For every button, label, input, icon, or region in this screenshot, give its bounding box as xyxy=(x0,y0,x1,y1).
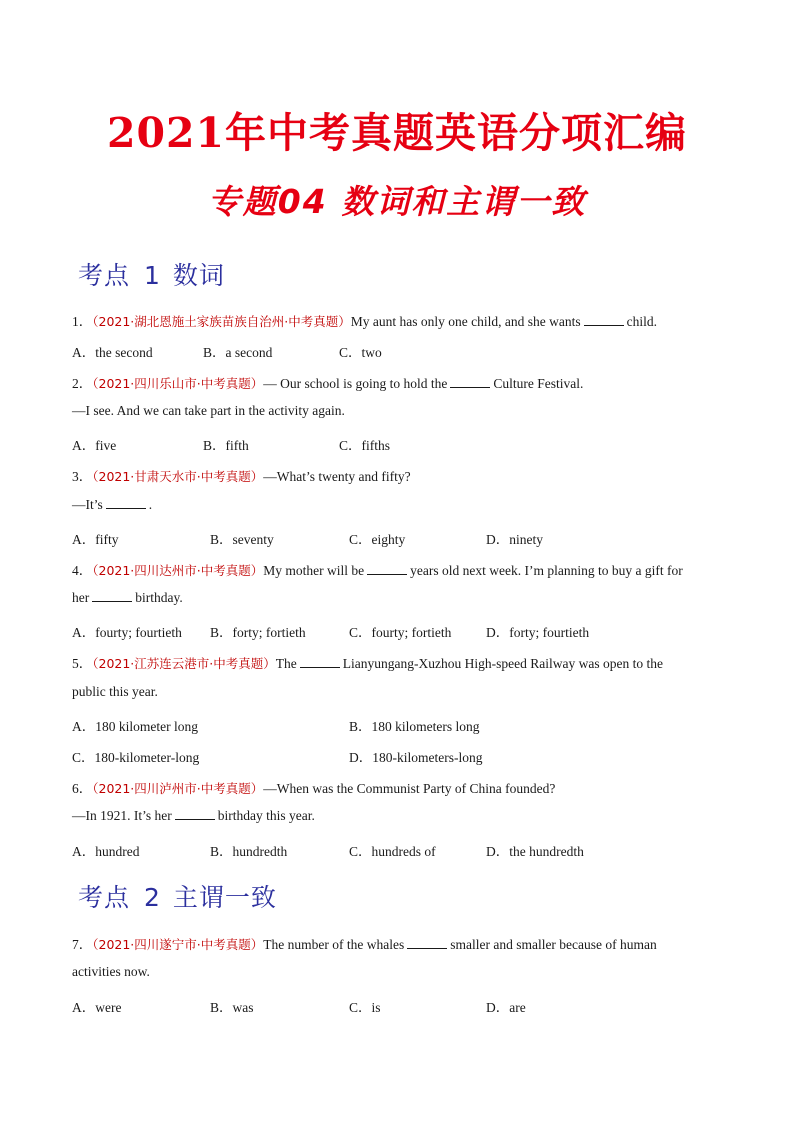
question-4-line-2 xyxy=(72,590,183,606)
option-d: D．the hundredth xyxy=(486,844,584,859)
answer-blank xyxy=(106,497,146,509)
answer-blank xyxy=(584,314,624,326)
question-2-line-2: —I see. And we can take part in the activity again. xyxy=(72,403,345,418)
question-3 xyxy=(72,465,411,485)
section-heading-2 xyxy=(78,878,277,914)
question-5-line-2: public this year. xyxy=(72,684,158,699)
question-text: — Our school is going to hold the xyxy=(263,376,448,391)
option-d: D．are xyxy=(486,1000,526,1015)
option-a: A．fifty xyxy=(72,532,119,547)
option-a: A．180 kilometer long xyxy=(72,719,198,734)
question-text: smaller and smaller because of human xyxy=(450,937,657,952)
question-text: My mother will be xyxy=(263,563,365,578)
question-text: The xyxy=(275,656,297,671)
question-number: 4． xyxy=(72,563,93,578)
section-number: 2 xyxy=(144,883,161,912)
question-source: （2021·湖北恩施土家族苗族自治州·中考真题） xyxy=(92,314,351,329)
question-text: birthday this year. xyxy=(217,808,315,823)
question-source: （2021·江苏连云港市·中考真题） xyxy=(92,656,276,671)
answer-blank xyxy=(92,590,132,602)
answer-blank xyxy=(175,808,215,820)
option-b: B．fifth xyxy=(203,438,249,453)
section-name: 数词 xyxy=(172,261,225,290)
question-number: 5． xyxy=(72,656,93,671)
question-3-line-2 xyxy=(72,497,152,513)
question-text: Culture Festival. xyxy=(493,376,584,391)
question-number: 3． xyxy=(72,469,93,484)
option-b: B．hundredth xyxy=(210,844,288,859)
option-c: C．two xyxy=(339,345,382,360)
question-number: 6． xyxy=(72,781,93,796)
option-c: C．eighty xyxy=(349,532,406,547)
question-text: her xyxy=(72,590,90,605)
document-subtitle: 专题04 数词和主谓一致 xyxy=(207,182,587,221)
question-5 xyxy=(72,652,663,672)
question-source: （2021·四川乐山市·中考真题） xyxy=(92,376,264,391)
option-d: D．180-kilometers-long xyxy=(349,750,483,765)
question-text: The number of the whales xyxy=(263,937,405,952)
question-text: . xyxy=(148,497,153,512)
question-6 xyxy=(72,777,555,797)
question-text: My aunt has only one child, and she wants xyxy=(350,314,581,329)
question-source: （2021·四川泸州市·中考真题） xyxy=(92,781,264,796)
question-number: 1． xyxy=(72,314,93,329)
section-heading-1 xyxy=(78,256,225,292)
question-number: 2． xyxy=(72,376,93,391)
option-c: C．fifths xyxy=(339,438,391,453)
section-number: 1 xyxy=(144,261,161,290)
question-text: years old next week. I’m planning to buy a gift for xyxy=(410,563,683,578)
option-b: B．seventy xyxy=(210,532,274,547)
question-text: —It’s xyxy=(72,497,103,512)
option-c: C．is xyxy=(349,1000,381,1015)
question-source: （2021·四川遂宁市·中考真题） xyxy=(92,937,264,952)
answer-blank xyxy=(407,937,447,949)
question-text: Lianyungang-Xuzhou High-speed Railway was open to the xyxy=(342,656,663,671)
question-6-line-2 xyxy=(72,808,315,824)
option-a: A．were xyxy=(72,1000,122,1015)
option-b: B．was xyxy=(210,1000,254,1015)
question-7-line-2: activities now. xyxy=(72,964,150,979)
option-d: D．forty; fourtieth xyxy=(486,625,590,640)
document-title: 2021年中考真题英语分项汇编 xyxy=(106,109,688,157)
question-4 xyxy=(72,559,683,579)
answer-blank xyxy=(300,656,340,668)
section-label: 考点 xyxy=(78,883,131,912)
option-a: A．fourty; fourtieth xyxy=(72,625,182,640)
question-2 xyxy=(72,372,583,392)
question-text: —What’s twenty and fifty? xyxy=(263,469,411,484)
question-1 xyxy=(72,310,657,330)
option-c: C．hundreds of xyxy=(349,844,436,859)
option-c: C．fourty; fortieth xyxy=(349,625,452,640)
option-d: D．ninety xyxy=(486,532,543,547)
question-number: 7． xyxy=(72,937,93,952)
section-label: 考点 xyxy=(78,261,131,290)
question-text: —In 1921. It’s her xyxy=(72,808,172,823)
question-7 xyxy=(72,933,657,953)
option-b: B．a second xyxy=(203,345,273,360)
option-b: B．forty; fortieth xyxy=(210,625,306,640)
option-a: A．the second xyxy=(72,345,153,360)
answer-blank xyxy=(450,376,490,388)
option-a: A．five xyxy=(72,438,117,453)
option-a: A．hundred xyxy=(72,844,140,859)
answer-blank xyxy=(367,563,407,575)
question-source: （2021·甘肃天水市·中考真题） xyxy=(92,469,264,484)
question-text: child. xyxy=(626,314,657,329)
option-b: B．180 kilometers long xyxy=(349,719,480,734)
question-text: birthday. xyxy=(135,590,183,605)
section-name: 主谓一致 xyxy=(172,883,277,912)
option-c: C．180-kilometer-long xyxy=(72,750,200,765)
question-text: —When was the Communist Party of China founded? xyxy=(263,781,556,796)
question-source: （2021·四川达州市·中考真题） xyxy=(92,563,264,578)
